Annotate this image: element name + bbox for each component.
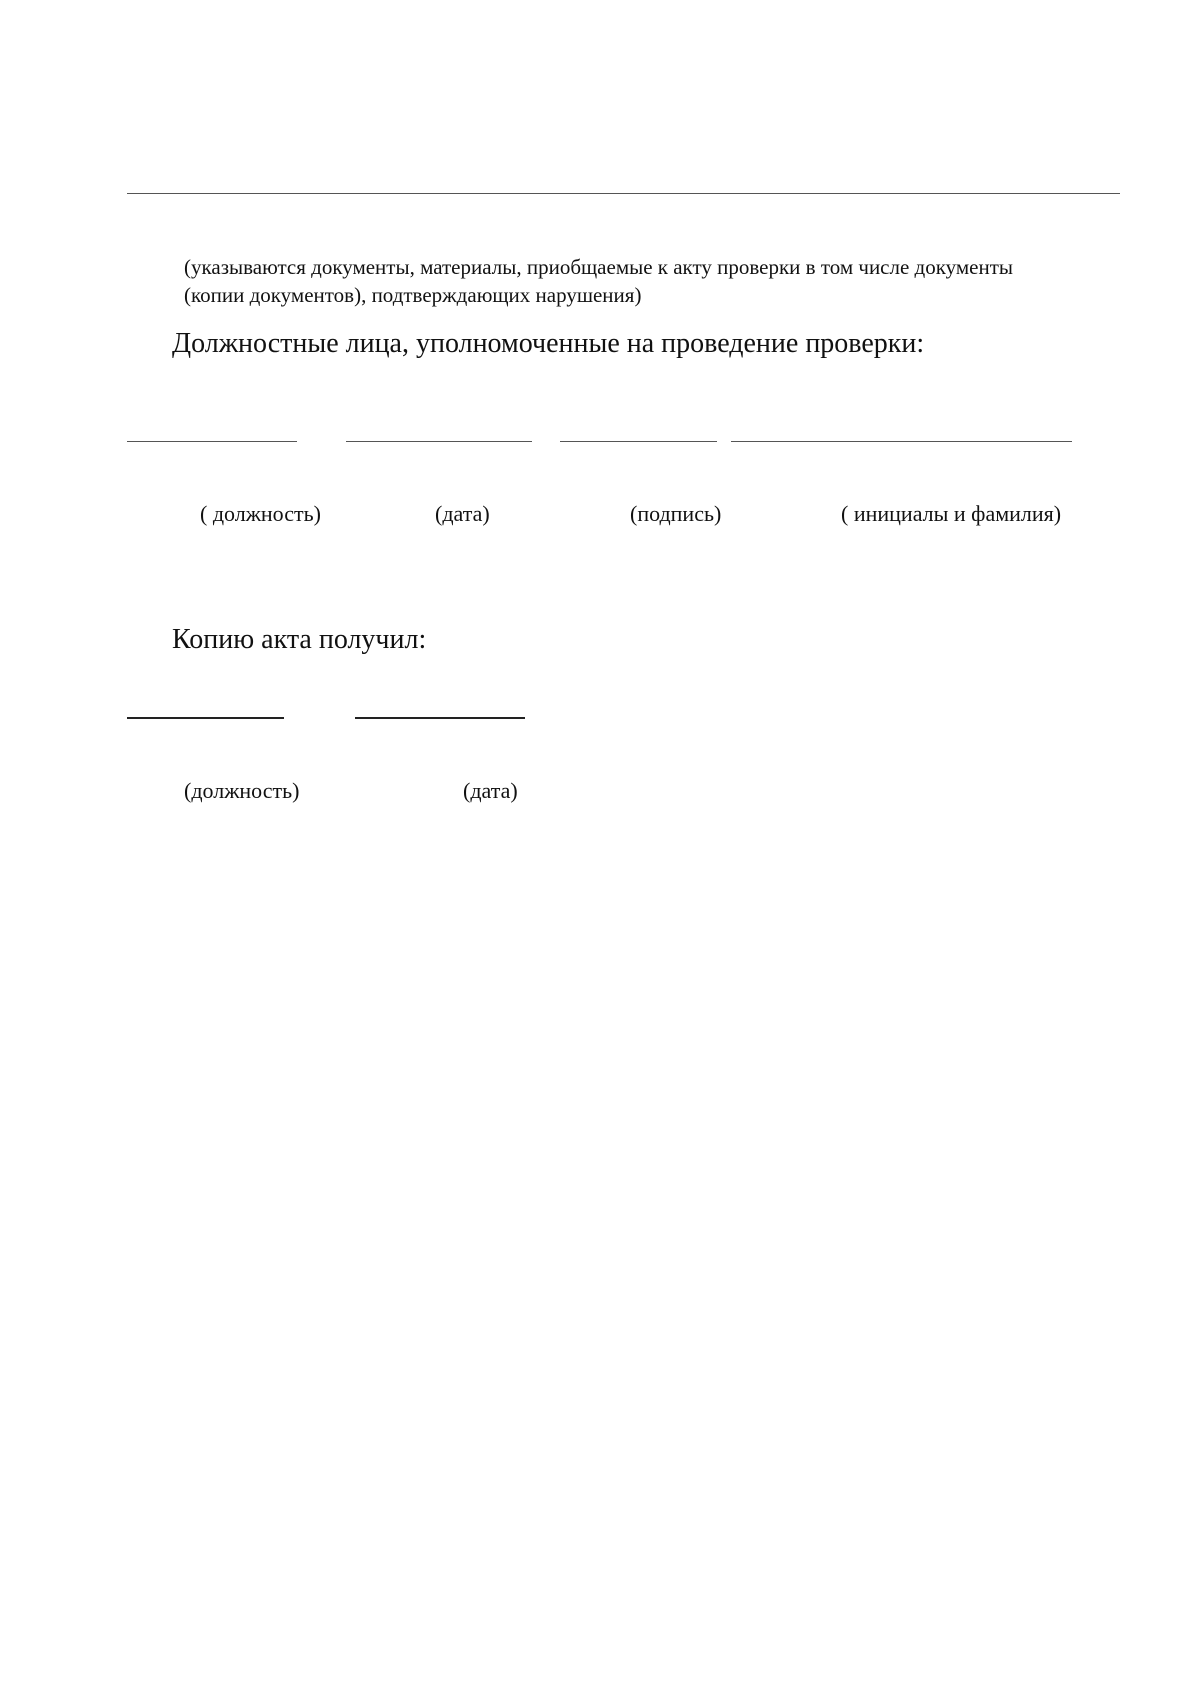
- officials-date-caption: (дата): [435, 501, 490, 526]
- copy-received-heading: Копию акта получил:: [172, 624, 427, 655]
- copy-position-caption: (должность): [184, 778, 300, 803]
- officials-signature-caption: (подпись): [630, 501, 722, 526]
- officials-name-line: [731, 441, 1072, 442]
- officials-date-line: [346, 441, 532, 442]
- officials-heading: Должностные лица, уполномоченные на проведение проверки:: [172, 328, 925, 359]
- officials-name-caption: ( инициалы и фамилия): [841, 501, 1062, 526]
- officials-position-caption: ( должность): [200, 501, 321, 526]
- officials-position-line: [127, 441, 297, 442]
- attachments-note-line2: (копии документов), подтверждающих нарушения): [184, 283, 642, 307]
- attachments-line: [127, 193, 1120, 194]
- copy-position-line: [127, 717, 284, 719]
- copy-date-line: [355, 717, 525, 719]
- copy-date-caption: (дата): [463, 778, 518, 803]
- attachments-note-line1: (указываются документы, материалы, приобщаемые к акту проверки в том числе документы: [184, 255, 1013, 279]
- officials-signature-line: [560, 441, 717, 442]
